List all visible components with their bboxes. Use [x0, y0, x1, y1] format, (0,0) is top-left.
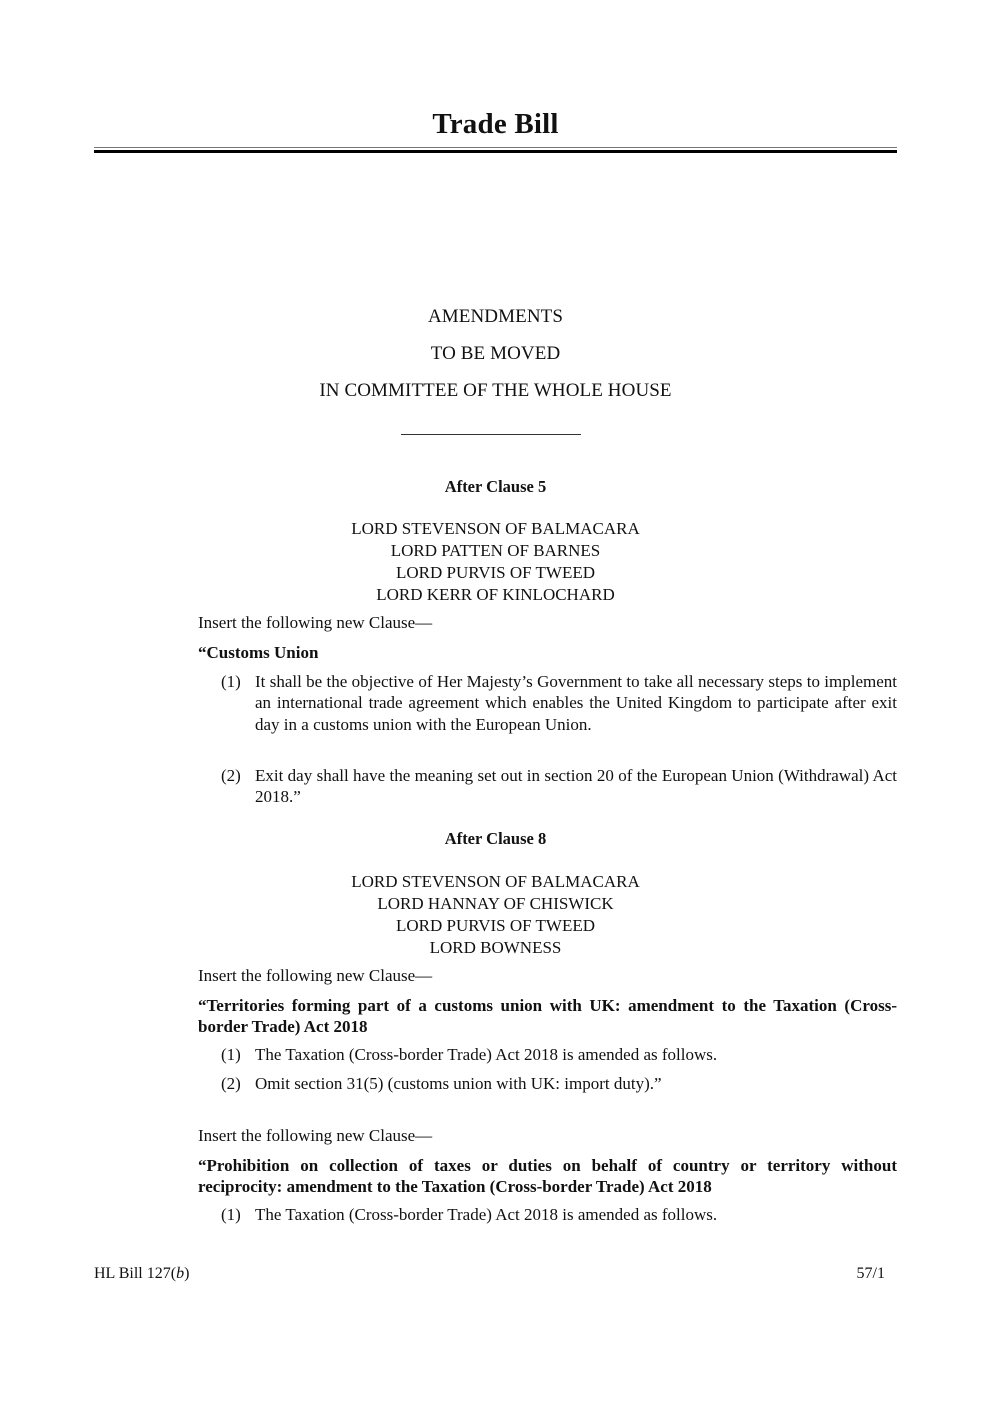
subsection-text: It shall be the objective of Her Majesty’s Government to take all necessary steps to implement an international trade agreement which enables the United Kingdom to participate after exit day in a customs union with the European Union.	[255, 672, 897, 734]
subsection	[221, 765, 897, 808]
member-list	[0, 518, 991, 606]
subsection-number: (1)	[221, 672, 241, 691]
bill-reference-suffix: )	[184, 1265, 190, 1282]
cover-line-to-be-moved: TO BE MOVED	[430, 343, 561, 364]
subsection	[221, 671, 897, 735]
member-name: LORD BOWNESS	[429, 938, 562, 957]
clause-title: “Territories forming part of a customs union with UK: amendment to the Taxation (Cross-border Trade) Act 2018	[198, 996, 897, 1036]
clause-title: “Prohibition on collection of taxes or duties on behalf of country or territory without reciprocity: amendment to the Taxation (Cross-border Trade) Act 2018	[198, 1156, 897, 1196]
section-heading: After Clause 8	[444, 829, 547, 848]
member-name: LORD STEVENSON OF BALMACARA	[351, 872, 640, 891]
insert-instruction: Insert the following new Clause—	[198, 613, 433, 632]
member-name: LORD KERR OF KINLOCHARD	[376, 585, 615, 604]
subsection	[221, 1073, 897, 1094]
subsection	[221, 1204, 897, 1225]
section-heading: After Clause 5	[444, 477, 547, 496]
bill-reference-prefix: HL Bill 127(	[94, 1265, 177, 1282]
subsection-number: (1)	[221, 1205, 241, 1224]
title-rule-thin	[94, 147, 897, 148]
cover-line-committee: IN COMMITTEE OF THE WHOLE HOUSE	[319, 380, 672, 401]
subsection-text: The Taxation (Cross-border Trade) Act 2018 is amended as follows.	[255, 1045, 718, 1064]
bill-reference	[94, 1265, 189, 1283]
member-name: LORD PURVIS OF TWEED	[395, 563, 596, 582]
member-name: LORD HANNAY OF CHISWICK	[377, 894, 614, 913]
member-list	[0, 871, 991, 959]
document-title: Trade Bill	[432, 108, 559, 140]
subsection-text: Exit day shall have the meaning set out in section 20 of the European Union (Withdrawal) Act 2018.”	[255, 766, 897, 807]
subsection-number: (2)	[221, 1074, 241, 1093]
title-rule-thick	[94, 150, 897, 153]
subsection-number: (2)	[221, 766, 241, 785]
member-name: LORD PURVIS OF TWEED	[395, 916, 596, 935]
member-name: LORD PATTEN OF BARNES	[390, 541, 601, 560]
cover-line-amendments: AMENDMENTS	[427, 306, 564, 327]
subsection-text: Omit section 31(5) (customs union with UK: import duty).”	[255, 1074, 662, 1093]
bill-reference-letter: b	[176, 1265, 185, 1282]
page-reference: 57/1	[856, 1265, 885, 1282]
insert-instruction: Insert the following new Clause—	[198, 966, 433, 985]
subsection-number: (1)	[221, 1045, 241, 1064]
clause-title: “Customs Union	[198, 643, 319, 662]
subsection	[221, 1044, 897, 1065]
insert-instruction: Insert the following new Clause—	[198, 1126, 433, 1145]
member-name: LORD STEVENSON OF BALMACARA	[351, 519, 640, 538]
cover-divider	[401, 434, 581, 435]
subsection-text: The Taxation (Cross-border Trade) Act 2018 is amended as follows.	[255, 1205, 718, 1224]
